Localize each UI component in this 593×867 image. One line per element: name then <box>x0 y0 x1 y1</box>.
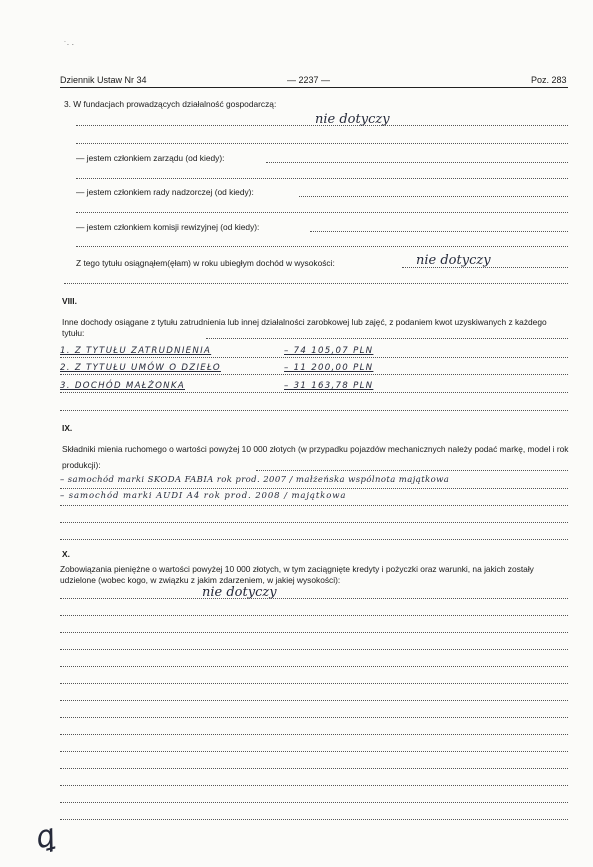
section8-text: Inne dochody osiągane z tytułu zatrudnienia lub innej działalności zarobkowej lub zajęć, z podaniem kwot uzyskiwanych z każdego tytułu: <box>62 317 547 338</box>
answer-line <box>60 802 568 803</box>
answer-line <box>60 751 568 752</box>
page-number: — 2237 — <box>287 75 331 85</box>
answer-line <box>60 615 568 616</box>
answer-line <box>60 649 568 650</box>
answer-line <box>60 505 568 506</box>
income-label: Z tego tytułu osiągnąłem(ęłam) w roku ubiegłym dochód w wysokości: <box>76 258 335 268</box>
income-entry-label: 2. Z TYTUŁU UMÓW O DZIEŁO <box>60 363 221 373</box>
journal-title: Dziennik Ustaw Nr 34 <box>60 75 147 85</box>
answer-line <box>310 231 568 232</box>
section9-text: Składniki mienia ruchomego o wartości powyżej 10 000 złotych (w przypadku pojazdów mechanicznych należy podać markę, model i rok produkcji): <box>62 444 569 470</box>
member-audit-label: — jestem członkiem komisji rewizyjnej (od kiedy): <box>76 222 260 232</box>
answer-line <box>60 488 568 489</box>
section3-heading: 3. W fundacjach prowadzących działalność gospodarczą: <box>64 99 277 109</box>
member-board-label: — jestem członkiem zarządu (od kiedy): <box>76 153 225 163</box>
answer-line <box>60 683 568 684</box>
section10-number: X. <box>62 549 70 559</box>
answer-line <box>266 162 568 163</box>
income-entry-amount: – 31 163,78 PLN <box>284 381 374 391</box>
answer-line <box>60 785 568 786</box>
answer-line <box>60 717 568 718</box>
member-supervisory-label: — jestem członkiem rady nadzorczej (od kiedy): <box>76 187 254 197</box>
property-entry: – samochód marki AUDI A4 rok prod. 2008 / majątkowa <box>60 491 347 501</box>
answer-line <box>60 410 568 411</box>
answer-line <box>76 178 568 179</box>
answer-line <box>60 374 568 375</box>
answer-line <box>60 768 568 769</box>
answer-line <box>64 283 568 284</box>
handwritten-liabilities-answer: nie dotyczy <box>202 585 277 600</box>
income-entry-label: 3. DOCHÓD MAŁŻONKA <box>60 381 186 391</box>
answer-line <box>60 819 568 820</box>
answer-line <box>60 522 568 523</box>
position-number: Poz. 283 <box>531 75 567 85</box>
answer-line <box>60 700 568 701</box>
handwritten-answer: nie dotyczy <box>315 112 390 127</box>
corner-marks: ˙· · <box>64 40 75 49</box>
answer-line <box>60 357 568 358</box>
answer-line <box>76 143 568 144</box>
answer-line <box>299 196 568 197</box>
answer-line <box>76 246 568 247</box>
answer-line <box>206 338 568 339</box>
answer-line <box>60 632 568 633</box>
answer-line <box>60 392 568 393</box>
signature-initials: ꝗ <box>29 818 58 857</box>
answer-line <box>60 539 568 540</box>
handwritten-income-answer: nie dotyczy <box>416 253 491 268</box>
income-entry-amount: – 74 105,07 PLN <box>284 346 374 356</box>
section8-number: VIII. <box>62 296 77 306</box>
answer-line <box>60 666 568 667</box>
section9-number: IX. <box>62 423 73 433</box>
income-entry-label: 1. Z TYTUŁU ZATRUDNIENIA <box>60 346 212 356</box>
answer-line <box>60 734 568 735</box>
section10-text: Zobowiązania pieniężne o wartości powyżej 10 000 złotych, w tym zaciągnięte kredyty i pożyczki oraz warunki, na jakich zostały udzielone (wobec kogo, w związku z jakim zdarzeniem, w jakiej wysokości): <box>60 564 534 585</box>
header-rule <box>60 87 568 88</box>
answer-line <box>76 212 568 213</box>
property-entry: – samochód marki SKODA FABIA rok prod. 2007 / małżeńska wspólnota majątkowa <box>60 475 450 485</box>
answer-line <box>256 470 568 471</box>
income-entry-amount: – 11 200,00 PLN <box>284 363 374 373</box>
answer-line <box>60 598 568 599</box>
